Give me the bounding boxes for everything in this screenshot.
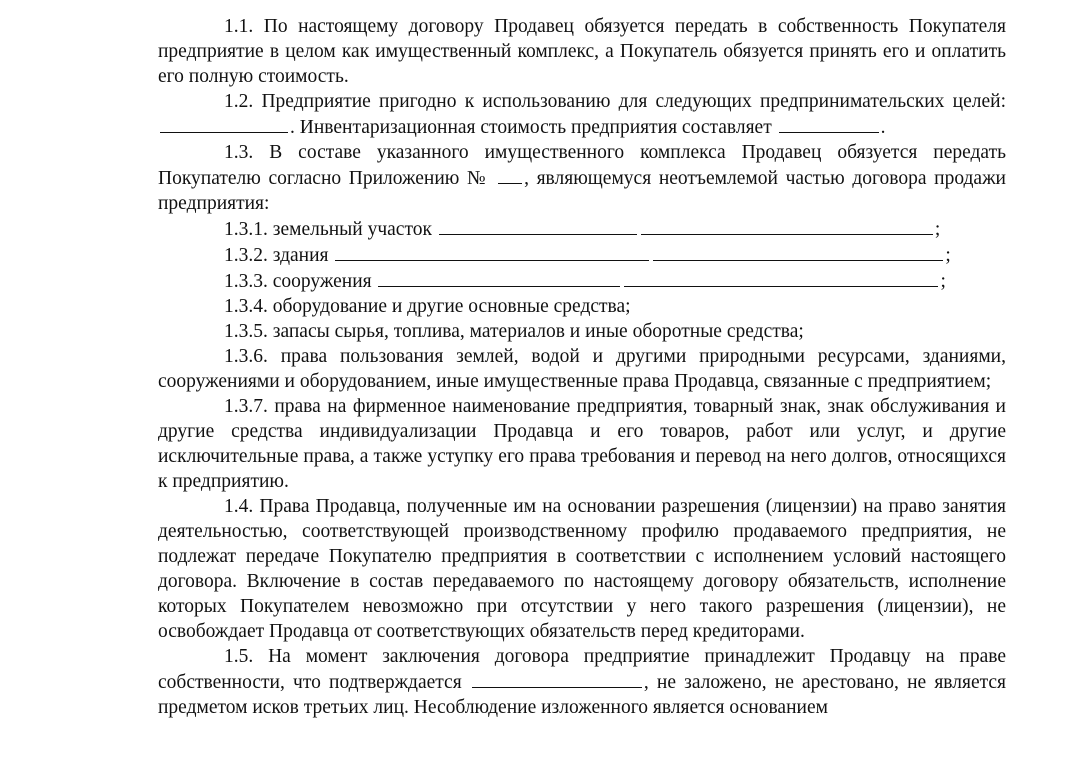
clause-1-3 [158, 140, 1006, 216]
ownership-document-blank[interactable] [472, 669, 642, 688]
land-semicolon: ; [934, 219, 941, 240]
clause-1-5 [158, 644, 1006, 720]
contract-page [158, 14, 1006, 720]
clause-1-4 [158, 494, 1006, 644]
purpose-blank[interactable] [160, 114, 288, 133]
clause-1-2 [158, 89, 1006, 140]
clause-1-3-7 [158, 394, 1006, 494]
clause-1-3-7-text: 1.3.7. права на фирменное наименование предприятия, товарный знак, знак обслуживания и другие средства индивидуализации Продавца и его товаров, работ или услуг, и другие исключительные права, а также уступку его права требования и перевод на него долгов, относящихся к предприятию. [158, 396, 1006, 492]
clause-1-3-3 [158, 268, 1006, 294]
buildings-semicolon: ; [945, 245, 951, 266]
clause-1-3-2-text: 1.3.2. здания [224, 245, 329, 266]
clause-1-5-text-a: 1.5. На момент заключения договора предприятие принадлежит Продавцу на праве собственности, что подтверждается [158, 646, 1006, 693]
clause-1-3-1-text: 1.3.1. земельный участок [224, 219, 432, 240]
land-blank-2[interactable] [641, 216, 933, 235]
clause-1-3-5-text: 1.3.5. запасы сырья, топлива, материалов и иные оборотные средства; [224, 321, 804, 342]
clause-1-3-text-a: 1.3. В составе указанного имущественного комплекса Продавец обязуется передать Покупателю согласно Приложению № [158, 142, 1006, 189]
clause-1-3-4-text: 1.3.4. оборудование и другие основные средства; [224, 296, 631, 317]
appendix-number-blank[interactable] [498, 165, 522, 184]
clause-1-1-text: 1.1. По настоящему договору Продавец обязуется передать в собственность Покупателя предприятие в целом как имущественный комплекс, а Покупатель обязуется принять его и оплатить его полную стоимость. [158, 16, 1006, 87]
land-blank-1[interactable] [439, 216, 637, 235]
clause-1-3-6 [158, 344, 1006, 394]
clause-1-2-end: . [880, 117, 886, 138]
structures-blank-2[interactable] [624, 268, 938, 287]
clause-1-3-text-b: , являющемуся неотъемлемой частью договора продажи предприятия: [158, 168, 1006, 214]
clause-1-3-3-text: 1.3.3. сооружения [224, 271, 372, 292]
inventory-value-blank[interactable] [779, 114, 879, 133]
clause-1-5-text-b: , не заложено, не арестовано, не является предметом исков третьих лиц. Несоблюдение изложенного является основанием [158, 672, 1006, 718]
clause-1-3-1 [158, 216, 1006, 242]
clause-1-4-text: 1.4. Права Продавца, полученные им на основании разрешения (лицензии) на право занятия деятельностью, соответствующей производственному профилю продаваемого предприятия, не подлежат передаче Покупателю предприятия в соответствии с исполнением условий настоящего договора. Включение в состав передаваемого по настоящему договору обязательств, исполнение которых Покупателем невозможно при отсутствии у него такого разрешения (лицензии), не освобождает Продавца от соответствующих обязательств перед кредиторами. [158, 496, 1006, 642]
clause-1-3-4 [158, 294, 1006, 319]
buildings-blank-2[interactable] [653, 242, 943, 261]
clause-1-2-text-b: . Инвентаризационная стоимость предприятия составляет [290, 117, 772, 138]
structures-blank-1[interactable] [378, 268, 620, 287]
structures-semicolon: ; [940, 271, 946, 292]
clause-1-3-5 [158, 319, 1006, 344]
clause-1-2-text-a: 1.2. Предприятие пригодно к использованию для следующих предпринимательских целей: [224, 91, 1006, 112]
clause-1-3-2 [158, 242, 1006, 268]
clause-1-3-6-text: 1.3.6. права пользования землей, водой и другими природными ресурсами, зданиями, сооружениями и оборудованием, иные имущественные права Продавца, связанные с предприятием; [158, 346, 1006, 392]
buildings-blank-1[interactable] [335, 242, 649, 261]
clause-1-1 [158, 14, 1006, 89]
